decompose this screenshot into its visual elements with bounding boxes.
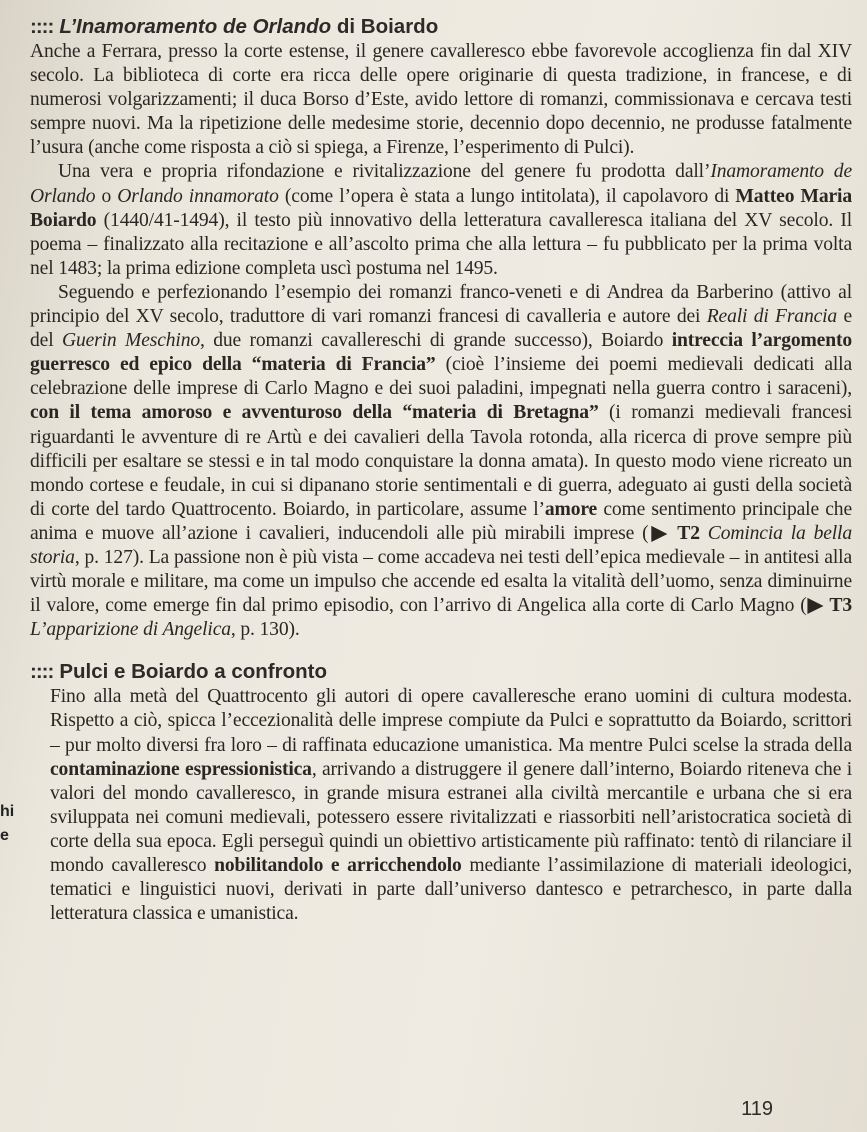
- text: mediante l’assimilazione di materiali ideologici, tematici e linguistici nuovi, derivati in parte dall’universo dantesco e petrarchesco, in parte dalla letteratura classica e umanistica.: [50, 855, 852, 925]
- heading-title-italic: L’Inamoramento de Orlando: [59, 15, 332, 38]
- heading-marker: ::::: [30, 15, 54, 38]
- paragraph-2: [30, 160, 852, 280]
- work-title: Reali di Francia: [706, 306, 838, 328]
- work-title: Inamoramento de Orlando: [30, 161, 852, 207]
- paragraph-3: [30, 281, 852, 642]
- heading-title: Pulci e Boiardo a confronto: [59, 660, 327, 684]
- section-heading-confronto: [30, 659, 852, 685]
- text: Una vera e propria rifondazione e rivitalizzazione del genere fu prodotta dall’: [58, 161, 711, 183]
- heading-marker: ::::: [30, 660, 54, 684]
- heading-title-rest: di Boiardo: [331, 15, 439, 38]
- work-title: Guerin Meschino: [61, 330, 201, 352]
- text: Fino alla metà del Quattrocento gli autori di opere cavalleresche erano uomini di cultura modesta. Rispetto a ciò, spicca l’eccezionalità delle imprese compiute da Pulci e soprattutto da Boiardo, scrittori – pur molto diversi fra loro – di raffinata educazione umanistica. Ma mentre Pulci scelse la strada della: [50, 686, 852, 756]
- highlight: nobilitandolo e arricchendolo: [214, 855, 462, 876]
- text: Seguendo e perfezionando l’esempio dei romanzi franco-veneti e di Andrea da Barberino (attivo al principio del XV secolo, traduttore di vari romanzi francesi di cavalleria e autore dei: [30, 281, 852, 328]
- cross-reference-t2[interactable]: ▶ T2: [648, 522, 700, 544]
- section-heading-inamoramento: [30, 14, 852, 40]
- paragraph-4: [30, 685, 852, 926]
- text: come sentimento principale che anima e muove all’azione i cavalieri, inducendoli alle più mirabili imprese (: [30, 498, 852, 544]
- highlight: amore: [544, 498, 598, 520]
- page-content: [30, 14, 852, 926]
- text: o: [95, 185, 118, 207]
- margin-fragment: hi: [0, 803, 15, 820]
- text: (cioè l’insieme dei poemi medievali dedicati alla celebrazione delle imprese di Carlo Magno e dei suoi paladini, impegnati nella guerra contro i saraceni),: [30, 354, 852, 400]
- reference-title: L’apparizione di Angelica: [30, 619, 231, 641]
- highlight: contaminazione espressionistica: [50, 758, 312, 780]
- author-name: Matteo Maria Boiardo: [30, 185, 852, 231]
- work-title: Orlando innamorato: [117, 185, 279, 207]
- text: (1440/41-1494), il testo più innovativo della letteratura cavalleresca italiana del XV secolo. Il poema – finalizzato alla recitazione e all’ascolto prima che alla lettura – fu pubblicato per la prima volta nel 1483; la prima edizione completa uscì postuma nel 1495.: [30, 209, 852, 279]
- reference-title: Comincia la bella storia: [30, 522, 852, 568]
- text: (i romanzi medievali francesi riguardanti le avventure di re Artù e dei cavalieri della Tavola rotonda, alla ricerca di prove sempre più difficili per esaltare se stessi e in tal modo conquistare la donna amata). In questo modo viene ricreato un mondo cortese e feudale, in cui si dipanano storie sentimentali e di guerra, adeguato ai gusti della società di corte del tardo Quattrocento. Boiardo, in particolare, assume l’: [30, 402, 852, 520]
- page-number: 119: [741, 1098, 773, 1120]
- text: (come l’opera è stata a lungo intitolata), il capolavoro di: [278, 185, 736, 207]
- margin-fragment: e: [0, 827, 9, 844]
- paragraph-1: [30, 40, 852, 160]
- highlight: intreccia l’argomento guerresco ed epico della “materia di Francia”: [30, 330, 852, 376]
- highlight: con il tema amoroso e avventuroso della “materia di Bretagna”: [30, 402, 599, 424]
- text: , p. 127). La passione non è più vista – come accadeva nei testi dell’epica medievale – in antitesi alla virtù morale e militare, ma come un impulso che accende ed esalta la vitalità dell’uomo, senza diminuirne il valore, come emerge fin dal primo episodio, con l’arrivo di Angelica alla corte di Carlo Magno (: [30, 546, 852, 617]
- text: , p. 130).: [230, 619, 300, 641]
- text: , due romanzi cavallereschi di grande successo), Boiardo: [200, 330, 672, 352]
- text: e del: [30, 306, 852, 352]
- paragraph-1-text: Anche a Ferrara, presso la corte estense, il genere cavalleresco ebbe favorevole accoglienza fin dal XIV secolo. La biblioteca di corte era ricca delle opere originarie di questa tradizione, in francese, e di numerosi volgarizzamenti; il duca Borso d’Este, avido lettore di romanzi, commissionava e cercava testi sempre nuovi. Ma la ripetizione delle medesime storie, decennio dopo decennio, ne produsse fatalmente l’usura (anche come risposta a ciò si spiega, a Firenze, l’esperimento di Pulci).: [30, 41, 852, 159]
- text: , arrivando a distruggere il genere dall’interno, Boiardo riteneva che i valori del mondo cavalleresco, in grande misura estranei alla civiltà mercantile e urbana che si era sviluppata nei comuni medievali, potessero essere rivitalizzati e riassorbiti nell’aristocratica società di corte della sua epoca. Egli perseguì quindi un obiettivo artisticamente più raffinato: tentò di rilanciare il mondo cavalleresco: [50, 758, 852, 876]
- cross-reference-t3[interactable]: ▶ T3: [806, 595, 852, 617]
